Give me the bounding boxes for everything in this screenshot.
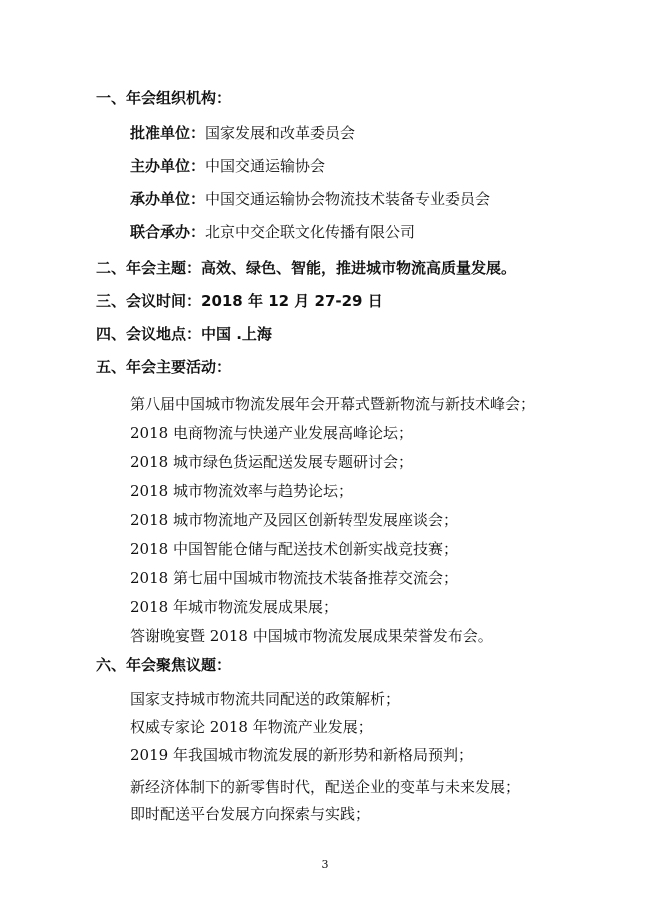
org-value: 中国交通运输协会物流技术装备专业委员会 — [205, 190, 491, 208]
activity-item: 答谢晚宴暨 2018 中国城市物流发展成果荣誉发布会。 — [130, 627, 493, 645]
topic-item: 国家支持城市物流共同配送的政策解析； — [130, 690, 401, 708]
org-host — [130, 156, 325, 176]
section-heading-activities: 五、年会主要活动： — [96, 358, 232, 376]
section-heading-theme: 二、年会主题：高效、绿色、智能，推进城市物流高质量发展。 — [96, 259, 517, 277]
org-value: 中国交通运输协会 — [205, 157, 326, 175]
activity-item: 2018 电商物流与快递产业发展高峰论坛； — [130, 424, 413, 442]
org-label: 承办单位： — [130, 190, 206, 208]
org-label: 联合承办： — [130, 223, 206, 241]
activity-item: 2018 年城市物流发展成果展； — [130, 598, 338, 616]
org-label: 主办单位： — [130, 157, 206, 175]
org-label: 批准单位： — [130, 124, 206, 142]
section-heading-location: 四、会议地点：中国 .上海 — [96, 325, 272, 343]
activity-item: 2018 城市物流地产及园区创新转型发展座谈会； — [130, 511, 458, 529]
activity-item: 第八届中国城市物流发展年会开幕式暨新物流与新技术峰会； — [130, 395, 536, 413]
org-value: 北京中交企联文化传播有限公司 — [205, 223, 416, 241]
topic-item: 2019 年我国城市物流发展的新形势和新格局预判； — [130, 746, 473, 764]
topic-item: 即时配送平台发展方向探索与实践； — [130, 805, 371, 823]
org-organizer — [130, 189, 490, 209]
section-heading-organization: 一、年会组织机构： — [96, 89, 232, 107]
topic-item: 新经济体制下的新零售时代，配送企业的变革与未来发展； — [130, 778, 521, 796]
page-number: 3 — [321, 858, 329, 871]
activity-item: 2018 中国智能仓储与配送技术创新实战竞技赛； — [130, 540, 458, 558]
topic-item: 权威专家论 2018 年物流产业发展； — [130, 718, 373, 736]
org-approver — [130, 123, 355, 143]
activity-item: 2018 城市物流效率与趋势论坛； — [130, 482, 353, 500]
org-co-organizer — [130, 222, 415, 242]
section-heading-time: 三、会议时间：2018 年 12 月 27-29 日 — [96, 292, 383, 310]
activity-item: 2018 第七届中国城市物流技术装备推荐交流会； — [130, 569, 458, 587]
activity-item: 2018 城市绿色货运配送发展专题研讨会； — [130, 453, 413, 471]
org-value: 国家发展和改革委员会 — [205, 124, 356, 142]
section-heading-topics: 六、年会聚焦议题： — [96, 656, 232, 674]
